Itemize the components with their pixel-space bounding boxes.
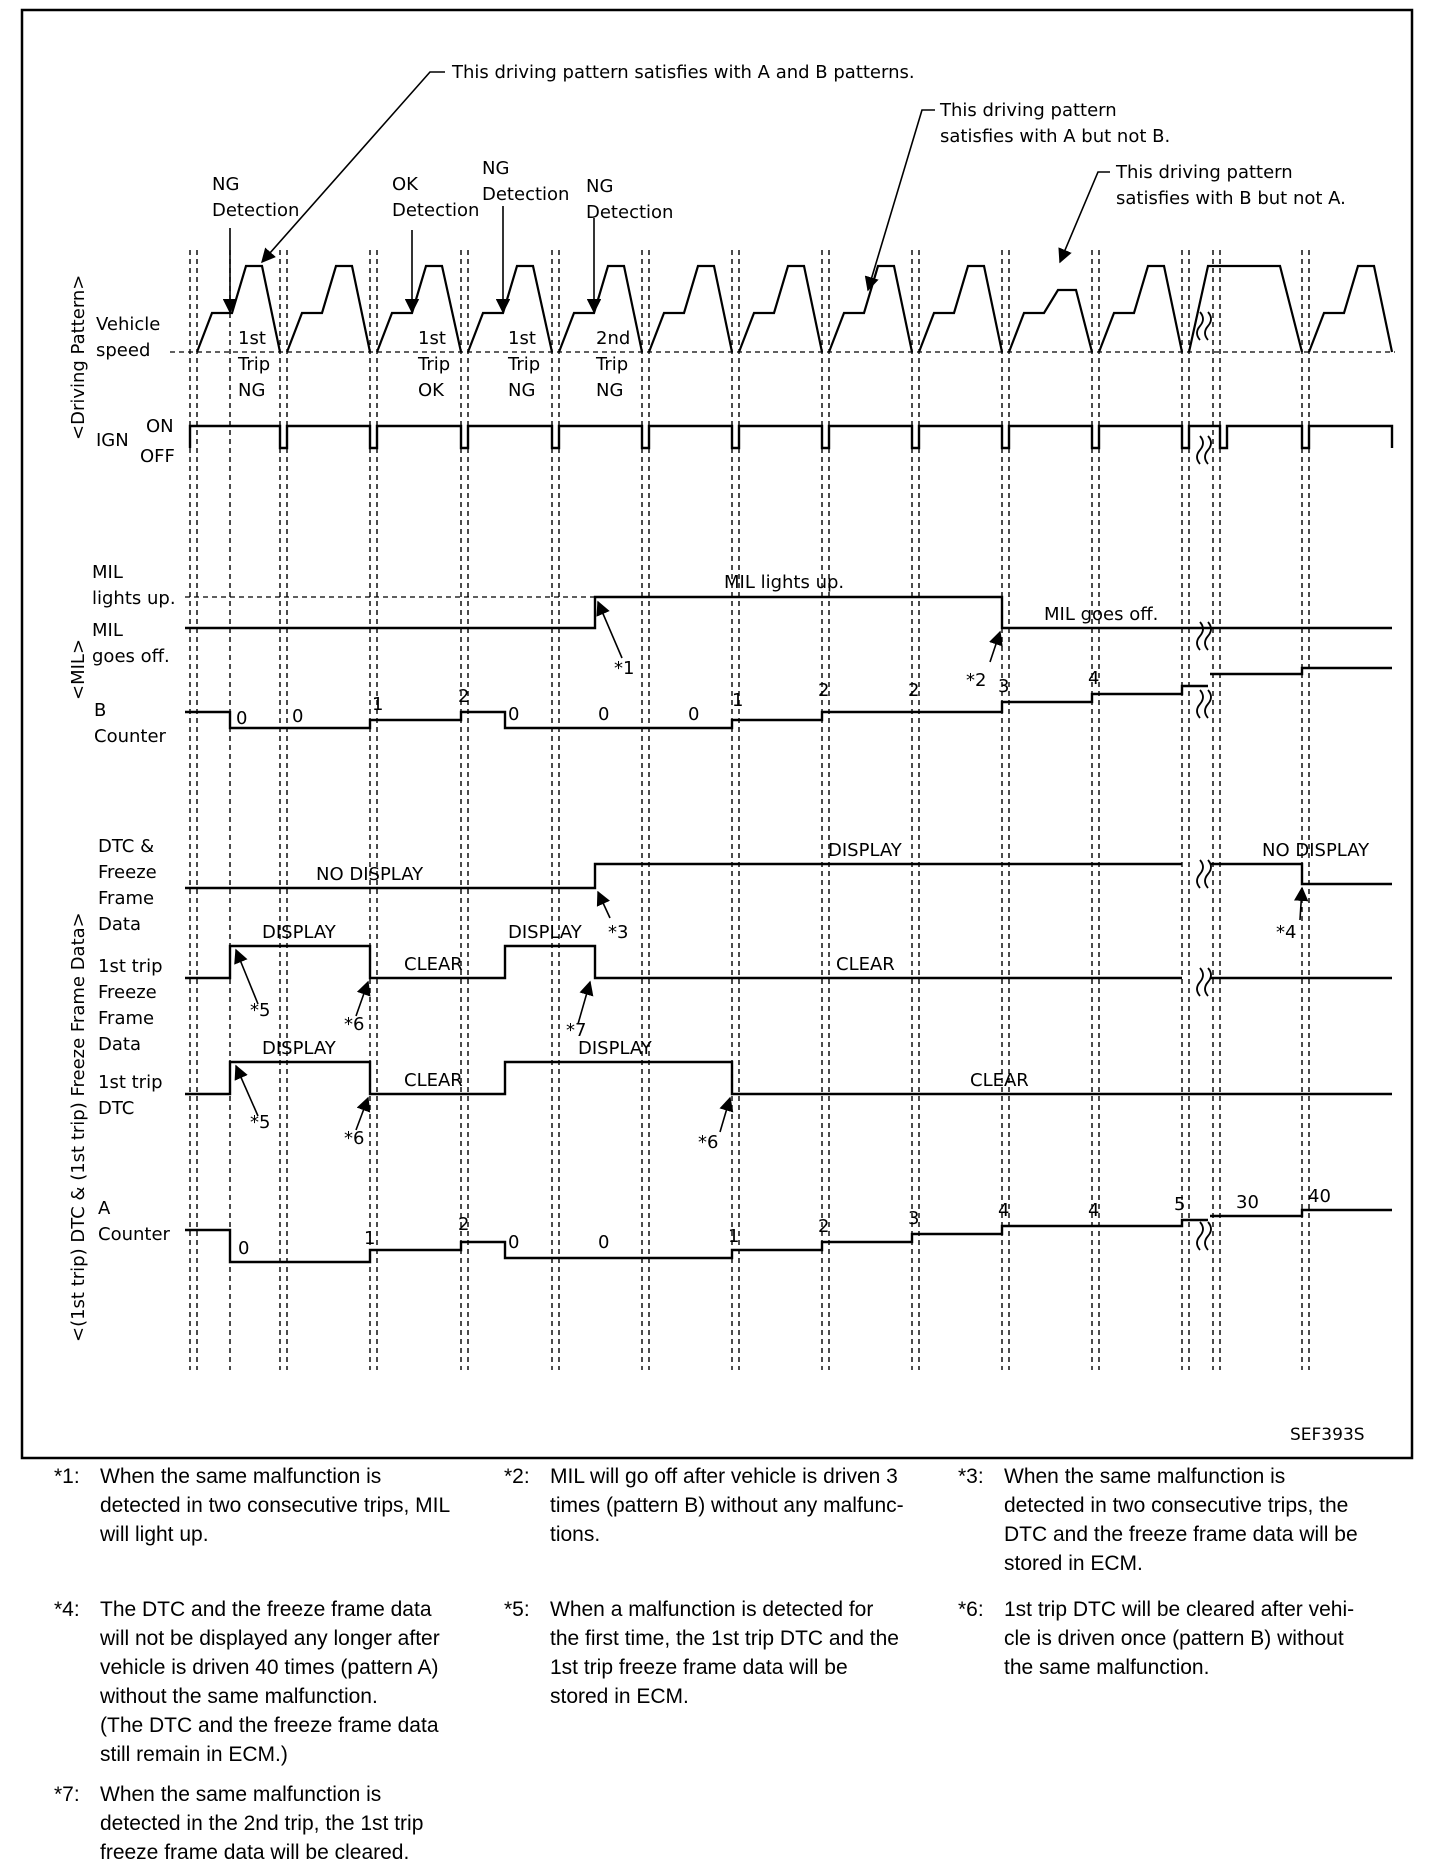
label-a-counter-2: Counter — [98, 1224, 170, 1245]
b-count-7: 1 — [732, 690, 744, 711]
note-1 — [54, 1462, 494, 1549]
b-count-6: 0 — [688, 704, 700, 725]
label-dtc-freeze-3: Frame — [98, 888, 155, 909]
a-count-5: 1 — [728, 1226, 740, 1247]
label-mil-lights-1: MIL — [92, 562, 123, 583]
b-count-9: 2 — [908, 680, 920, 701]
a-count-0: 0 — [238, 1238, 250, 1259]
trip-boundaries — [190, 250, 1309, 1370]
note-4-number: *4: — [54, 1598, 80, 1621]
callout-a-not-b-1: This driving pattern — [940, 100, 1117, 121]
dtc-clear-label-1: CLEAR — [404, 1070, 463, 1091]
trip-2-a: 1st — [418, 328, 446, 349]
a-count-2: 2 — [458, 1214, 470, 1235]
detection-2-a: OK — [392, 174, 418, 195]
a-count-12: 40 — [1308, 1186, 1331, 1207]
label-ign-off: OFF — [140, 446, 175, 467]
marker-3: *3 — [608, 922, 629, 943]
callout-b-not-a-1: This driving pattern — [1116, 162, 1293, 183]
label-ign: IGN — [96, 430, 129, 451]
a-count-4: 0 — [598, 1232, 610, 1253]
display-label-1: DISPLAY — [828, 840, 902, 861]
label-b-counter-1: B — [94, 700, 107, 721]
label-a-counter-1: A — [98, 1198, 111, 1219]
a-count-10: 5 — [1174, 1194, 1186, 1215]
mil-lights-label: MIL lights up. — [724, 572, 845, 593]
no-display-label-2: NO DISPLAY — [1262, 840, 1370, 861]
detection-3-a: NG — [482, 158, 510, 179]
trip-4-b: Trip — [596, 354, 629, 375]
detection-4-a: NG — [586, 176, 614, 197]
label-dtc-freeze-1: DTC & — [98, 836, 155, 857]
diagram-code: SEF393S — [1290, 1425, 1365, 1445]
no-display-label-1: NO DISPLAY — [316, 864, 424, 885]
break-marks — [1197, 312, 1211, 1250]
label-mil-off-2: goes off. — [92, 646, 170, 667]
detection-4-b: Detection — [586, 202, 674, 223]
b-count-4: 0 — [508, 704, 520, 725]
a-count-3: 0 — [508, 1232, 520, 1253]
trip-1-b: Trip — [238, 354, 271, 375]
note-2-number: *2: — [504, 1465, 530, 1488]
b-count-8: 2 — [818, 680, 830, 701]
label-dtc-freeze-4: Data — [98, 914, 141, 935]
label-first-trip-dtc-1: 1st trip — [98, 1072, 163, 1093]
trip-4-a: 2nd — [596, 328, 631, 349]
label-first-trip-freeze-1: 1st trip — [98, 956, 163, 977]
note-4-text: The DTC and the freeze frame data will not be displayed any longer after vehicle is driven 40 times (pattern A) without the same malfunction. (The DTC and the freeze frame data still remain in ECM.) — [100, 1598, 440, 1766]
label-b-counter-2: Counter — [94, 726, 166, 747]
b-count-1: 0 — [292, 706, 304, 727]
callout-b-not-a-2: satisfies with B but not A. — [1116, 188, 1346, 209]
ff-clear-label-1: CLEAR — [404, 954, 463, 975]
b-count-3: 2 — [458, 686, 470, 707]
note-7 — [54, 1780, 494, 1867]
note-5-text: When a malfunction is detected for the first time, the 1st trip DTC and the 1st trip freeze frame data will be stored in ECM. — [550, 1598, 899, 1708]
note-3-text: When the same malfunction is detected in two consecutive trips, the DTC and the freeze frame data will be stored in ECM. — [1004, 1465, 1358, 1575]
trip-3-c: NG — [508, 380, 536, 401]
label-first-trip-freeze-2: Freeze — [98, 982, 157, 1003]
label-first-trip-freeze-3: Frame — [98, 1008, 155, 1029]
trip-2-b: Trip — [418, 354, 451, 375]
trip-3-a: 1st — [508, 328, 536, 349]
a-count-6: 2 — [818, 1216, 830, 1237]
label-mil-lights-2: lights up. — [92, 588, 176, 609]
detection-1-b: Detection — [212, 200, 300, 221]
note-6-number: *6: — [958, 1598, 984, 1621]
dtc-clear-label-2: CLEAR — [970, 1070, 1029, 1091]
dtc-display-label-2: DISPLAY — [578, 1038, 652, 1059]
note-6-text: 1st trip DTC will be cleared after vehi- cle is driven once (pattern B) without the same malfunction. — [1004, 1598, 1355, 1679]
first-trip-dtc-trace — [185, 1062, 1392, 1094]
trip-3-b: Trip — [508, 354, 541, 375]
b-count-2: 1 — [372, 694, 384, 715]
trip-4-c: NG — [596, 380, 624, 401]
label-mil-off-1: MIL — [92, 620, 123, 641]
section-dtc-freeze: <(1st trip) DTC & (1st trip) Freeze Frame Data> — [68, 912, 89, 1342]
note-7-number: *7: — [54, 1783, 80, 1806]
label-ign-on: ON — [146, 416, 174, 437]
marker-2: *2 — [966, 670, 987, 691]
dtc-display-label-1: DISPLAY — [262, 1038, 336, 1059]
note-3 — [958, 1462, 1414, 1578]
trip-2-c: OK — [418, 380, 444, 401]
note-6 — [958, 1595, 1414, 1682]
section-mil: <MIL> — [68, 638, 89, 700]
label-first-trip-freeze-4: Data — [98, 1034, 141, 1055]
detection-2-b: Detection — [392, 200, 480, 221]
a-count-9: 4 — [1088, 1200, 1100, 1221]
trip-1-c: NG — [238, 380, 266, 401]
trip-1-a: 1st — [238, 328, 266, 349]
b-count-10: 3 — [998, 676, 1010, 697]
a-count-7: 3 — [908, 1208, 920, 1229]
label-first-trip-dtc-2: DTC — [98, 1098, 135, 1119]
a-count-8: 4 — [998, 1200, 1010, 1221]
note-4 — [54, 1595, 494, 1769]
note-3-number: *3: — [958, 1465, 984, 1488]
a-count-1: 1 — [364, 1228, 376, 1249]
a-count-11: 30 — [1236, 1192, 1259, 1213]
note-2-text: MIL will go off after vehicle is driven 3 times (pattern B) without any malfunc- tions. — [550, 1465, 904, 1546]
marker-6a: *6 — [344, 1014, 365, 1035]
detection-3-b: Detection — [482, 184, 570, 205]
arrows — [230, 72, 1302, 1132]
note-2 — [504, 1462, 944, 1549]
ff-display-label-1: DISPLAY — [262, 922, 336, 943]
marker-5b: *5 — [250, 1112, 271, 1133]
section-driving-pattern: <Driving Pattern> — [68, 274, 89, 440]
callout-ab: This driving pattern satisfies with A and B patterns. — [452, 62, 915, 83]
ff-display-label-2: DISPLAY — [508, 922, 582, 943]
note-5-number: *5: — [504, 1598, 530, 1621]
marker-5a: *5 — [250, 1000, 271, 1021]
mil-off-label: MIL goes off. — [1044, 604, 1159, 625]
label-dtc-freeze-2: Freeze — [98, 862, 157, 883]
note-1-text: When the same malfunction is detected in two consecutive trips, MIL will light up. — [100, 1465, 451, 1546]
marker-4: *4 — [1276, 922, 1297, 943]
label-vehicle-speed-2: speed — [96, 340, 151, 361]
note-7-text: When the same malfunction is detected in the 2nd trip, the 1st trip freeze frame data will be cleared. — [100, 1783, 424, 1864]
note-5 — [504, 1595, 944, 1711]
marker-1: *1 — [614, 658, 635, 679]
mil-trace — [185, 597, 1392, 628]
label-vehicle-speed-1: Vehicle — [96, 314, 161, 335]
b-count-5: 0 — [598, 704, 610, 725]
marker-6c: *6 — [698, 1132, 719, 1153]
b-count-11: 4 — [1088, 668, 1100, 689]
ff-clear-label-2: CLEAR — [836, 954, 895, 975]
note-1-number: *1: — [54, 1465, 80, 1488]
callout-a-not-b-2: satisfies with A but not B. — [940, 126, 1171, 147]
detection-1-a: NG — [212, 174, 240, 195]
marker-7: *7 — [566, 1020, 587, 1041]
b-count-0: 0 — [236, 708, 248, 729]
marker-6b: *6 — [344, 1128, 365, 1149]
